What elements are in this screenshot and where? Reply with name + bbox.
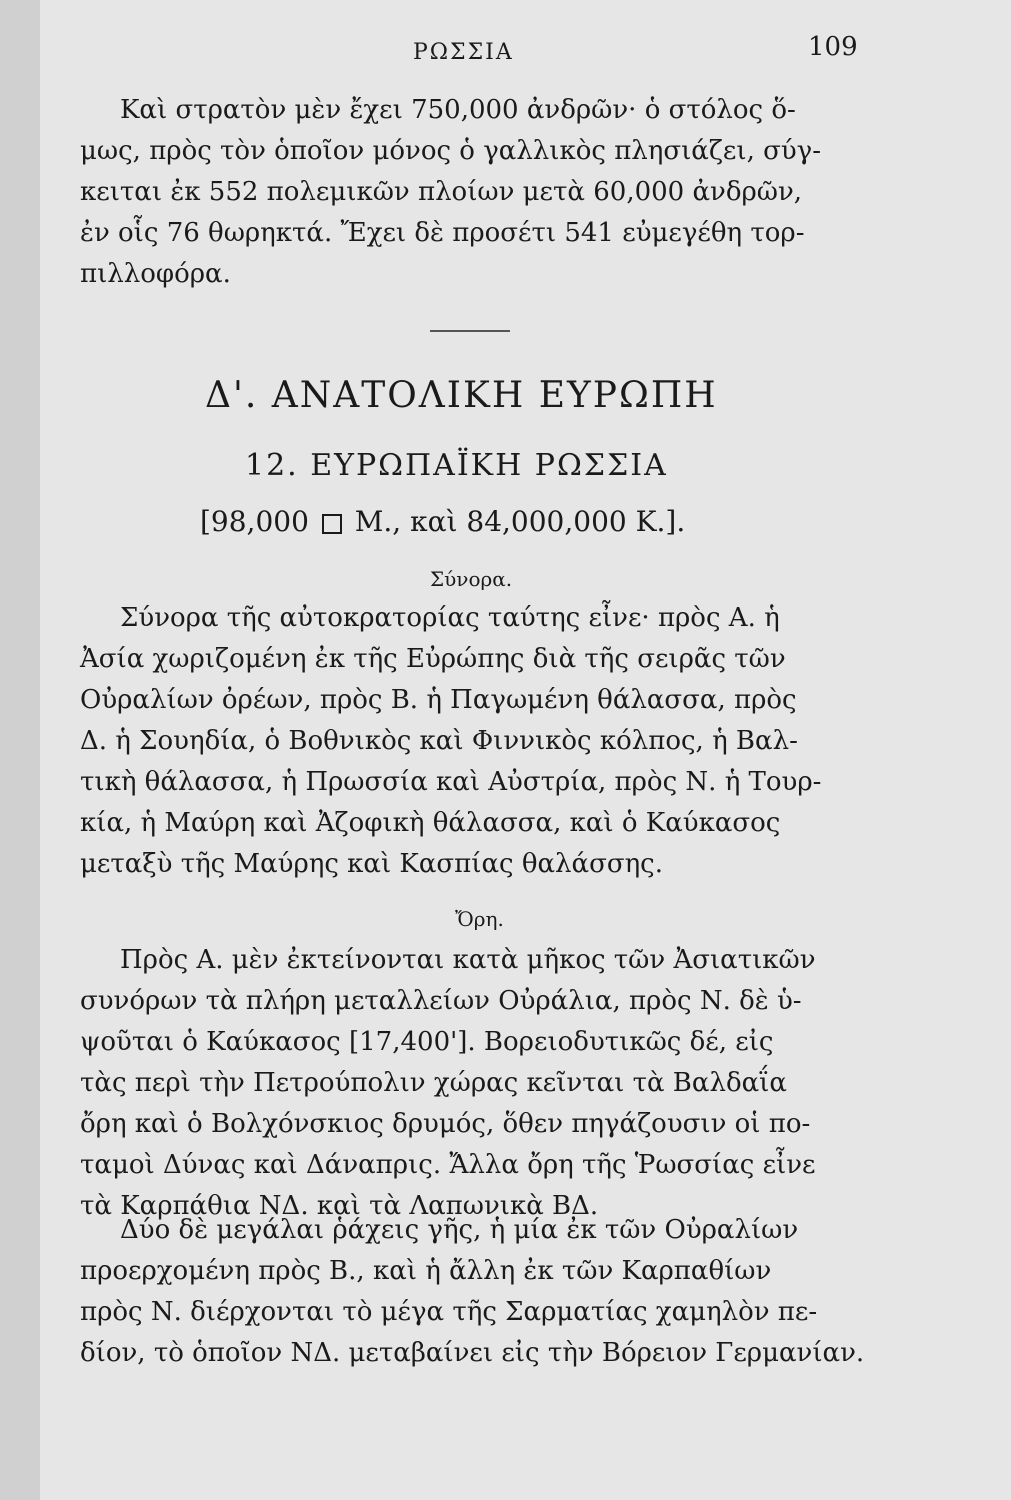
text-line: Οὐραλίων ὀρέων, πρὸς Β. ἡ Παγωμένη θάλασσα, πρὸς — [80, 685, 797, 715]
text-line: Σύνορα τῆς αὐτοκρατορίας ταύτης εἶνε· πρὸς Α. ἡ — [120, 603, 780, 633]
text-line: κία, ἡ Μαύρη καὶ Ἀζοφικὴ θάλασσα, καὶ ὁ Καύκασος — [80, 808, 781, 838]
text-line: Δύο δὲ μεγάλαι ῥάχεις γῆς, ἡ μία ἐκ τῶν Οὐραλίων — [120, 1215, 799, 1245]
text-line: ψοῦται ὁ Καύκασος [17,400']. Βορειοδυτικῶς δέ, εἰς — [80, 1027, 774, 1057]
text-line: προερχομένη πρὸς Β., καὶ ἡ ἄλλη ἐκ τῶν Καρπαθίων — [80, 1256, 772, 1286]
subsection-heading-mountains: Ὄρη. — [455, 907, 504, 931]
area-population-line — [200, 505, 685, 538]
text-line: ὄρη καὶ ὁ Βολχόνσκιος δρυμός, ὅθεν πηγάζουσιν οἱ πο- — [80, 1109, 811, 1139]
text-line: τικὴ θάλασσα, ἡ Πρωσσία καὶ Αὐστρία, πρὸς Ν. ἡ Τουρ- — [80, 767, 822, 797]
section-divider — [430, 330, 510, 332]
text-line: Καὶ στρατὸν μὲν ἔχει 750,000 ἀνδρῶν· ὁ στόλος ὅ- — [120, 95, 796, 125]
page-number: 109 — [808, 32, 858, 62]
text-line: τὰς περὶ τὴν Πετρούπολιν χώρας κεῖνται τὰ Βαλδαΐα — [80, 1068, 787, 1098]
section-heading: Δ'. ΑΝΑΤΟΛΙΚΗ ΕΥΡΩΠΗ — [205, 375, 718, 416]
paragraph-ridges — [80, 1210, 910, 1374]
chapter-heading: 12. ΕΥΡΩΠΑΪΚΗ ΡΩΣΣΙΑ — [245, 448, 668, 483]
square-miles-icon — [322, 514, 342, 534]
population-value: Μ., καὶ 84,000,000 Κ.]. — [354, 505, 686, 538]
paragraph-fleet — [80, 90, 910, 295]
paragraph-borders — [80, 598, 910, 885]
text-line: πρὸς Ν. διέρχονται τὸ μέγα τῆς Σαρματίας χαμηλὸν πε- — [80, 1297, 818, 1327]
text-line: συνόρων τὰ πλήρη μεταλλείων Οὐράλια, πρὸς Ν. δὲ ὑ- — [80, 986, 802, 1016]
text-line: Δ. ἡ Σουηδία, ὁ Βοθνικὸς καὶ Φιννικὸς κόλπος, ἡ Βαλ- — [80, 726, 798, 756]
text-line: Ἀσία χωριζομένη ἐκ τῆς Εὐρώπης διὰ τῆς σειρᾶς τῶν — [80, 644, 786, 674]
text-line: κειται ἐκ 552 πολεμικῶν πλοίων μετὰ 60,000 ἀνδρῶν, — [80, 177, 803, 207]
paragraph-mountains — [80, 940, 910, 1227]
text-line: δίον, τὸ ὁποῖον ΝΔ. μεταβαίνει εἰς τὴν Βόρειον Γερμανίαν. — [80, 1338, 865, 1368]
text-line: τὰ Καρπάθια ΝΔ. καὶ τὰ Λαπωνικὰ ΒΔ. — [80, 1191, 599, 1221]
text-line: πιλλοφόρα. — [80, 259, 231, 289]
page-binding-edge — [0, 0, 40, 1500]
text-line: ἐν οἷς 76 θωρηκτά. Ἔχει δὲ προσέτι 541 εὐμεγέθη τορ- — [80, 218, 805, 248]
area-value: [98,000 — [200, 505, 309, 538]
subsection-heading-borders: Σύνορα. — [430, 567, 513, 591]
running-header: ΡΩΣΣΙΑ — [413, 40, 514, 65]
text-line: μως, πρὸς τὸν ὁποῖον μόνος ὁ γαλλικὸς πλησιάζει, σύγ- — [80, 136, 821, 166]
text-line: μεταξὺ τῆς Μαύρης καὶ Κασπίας θαλάσσης. — [80, 849, 663, 879]
text-line: Πρὸς Α. μὲν ἐκτείνονται κατὰ μῆκος τῶν Ἀσιατικῶν — [120, 945, 816, 975]
text-line: ταμοὶ Δύνας καὶ Δάναπρις. Ἄλλα ὄρη τῆς Ῥωσσίας εἶνε — [80, 1150, 816, 1180]
